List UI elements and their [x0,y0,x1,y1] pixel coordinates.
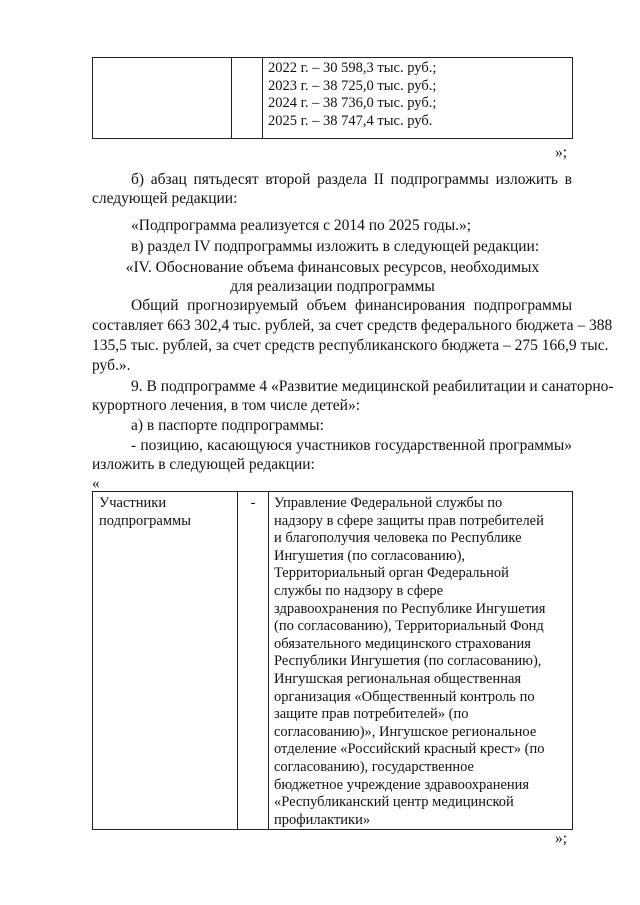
financing-row: 2022 г. – 30 598,3 тыс. руб.; [268,60,437,76]
financing-row: 2025 г. – 38 747,4 тыс. руб. [268,112,433,129]
participants-text-cell [269,492,573,830]
financing-row: 2024 г. – 38 736,0 тыс. руб.; [268,95,437,112]
dash: - [250,495,256,511]
participants-line: Ингушетия (по согласованию), [274,547,466,564]
financing-table-values-cell [263,58,573,139]
participants-line: бюджетное учреждение здравоохранения [274,776,530,793]
financing-row: 2023 г. – 38 725,0 тыс. руб.; [268,77,437,94]
participants-line: Территориальный орган Федеральной [274,565,509,582]
para-v: в) раздел IV подпрограммы изложить в следующей редакции: [131,238,540,255]
para-9-line1: 9. В подпрограмме 4 «Развитие медицинской реабилитации и санаторно- [131,378,614,395]
financing-table-empty-cell-2 [232,58,263,139]
participants-line: службы по надзору в сфере [274,582,444,599]
para-total-line1: Общий прогнозируемый объем финансирования подпрограммы [131,297,572,314]
participants-line: (по согласованию), Территориальный Фонд [274,618,544,635]
participants-line: Управление Федеральной службы по [274,495,503,511]
participants-label-line: подпрограммы [99,512,191,529]
section-heading-line2: для реализации подпрограммы [230,278,435,295]
para-position-line2: изложить в следующей редакции: [92,456,315,473]
participants-label-cell [93,492,238,830]
participants-table [92,491,573,830]
participants-line: обязательного медицинского страхования [274,635,531,652]
participants-line: профилактики» [274,811,371,828]
para-total-line4: руб.». [92,357,131,374]
para-b-line1: б) абзац пятьдесят второй раздела II подпрограммы изложить в [131,171,572,188]
para-position-line1: - позицию, касающуюся участников государственной программы» [131,437,572,454]
participants-line: отделение «Российский красный крест» (по [274,741,545,758]
table1-closing-quote: »; [555,144,568,161]
participants-line: «Республиканский центр медицинской [274,794,514,811]
participants-label-line: Участники [99,495,167,511]
participants-line: организация «Общественный контроль по [274,688,535,705]
para-a: а) в паспорте подпрограммы: [131,417,324,434]
program-period-quote: «Подпрограмма реализуется с 2014 по 2025 годы.»; [131,217,472,234]
para-total-line2: составляет 663 302,4 тыс. рублей, за счет средств федерального бюджета – 388 [92,317,613,334]
participants-line: Республики Ингушетия (по согласованию), [274,653,542,670]
table2-closing-quote: »; [555,830,568,847]
participants-line: защите прав потребителей» (по [274,706,469,723]
para-b-line2: следующей редакции: [92,190,238,207]
participants-line: согласованию)», Ингушское региональное [274,723,537,740]
participants-line: Ингушская региональная общественная [274,670,522,687]
para-9-line2: курортного лечения, в том числе детей»: [92,397,361,414]
participants-dash-cell [238,492,269,830]
participants-line: согласованию), государственное [274,758,474,775]
financing-table-empty-cell-1 [93,58,232,139]
open-quote: « [92,475,100,492]
participants-line: надзору в сфере защиты прав потребителей [274,512,544,529]
para-total-line3: 135,5 тыс. рублей, за счет средств республиканского бюджета – 275 166,9 тыс. [92,337,609,354]
section-heading-line1: «IV. Обоснование объема финансовых ресурсов, необходимых [125,259,540,276]
participants-line: здравоохранения по Республике Ингушетия [274,600,546,617]
participants-line: и благополучия человека по Республике [274,530,522,547]
financing-table [92,57,573,139]
